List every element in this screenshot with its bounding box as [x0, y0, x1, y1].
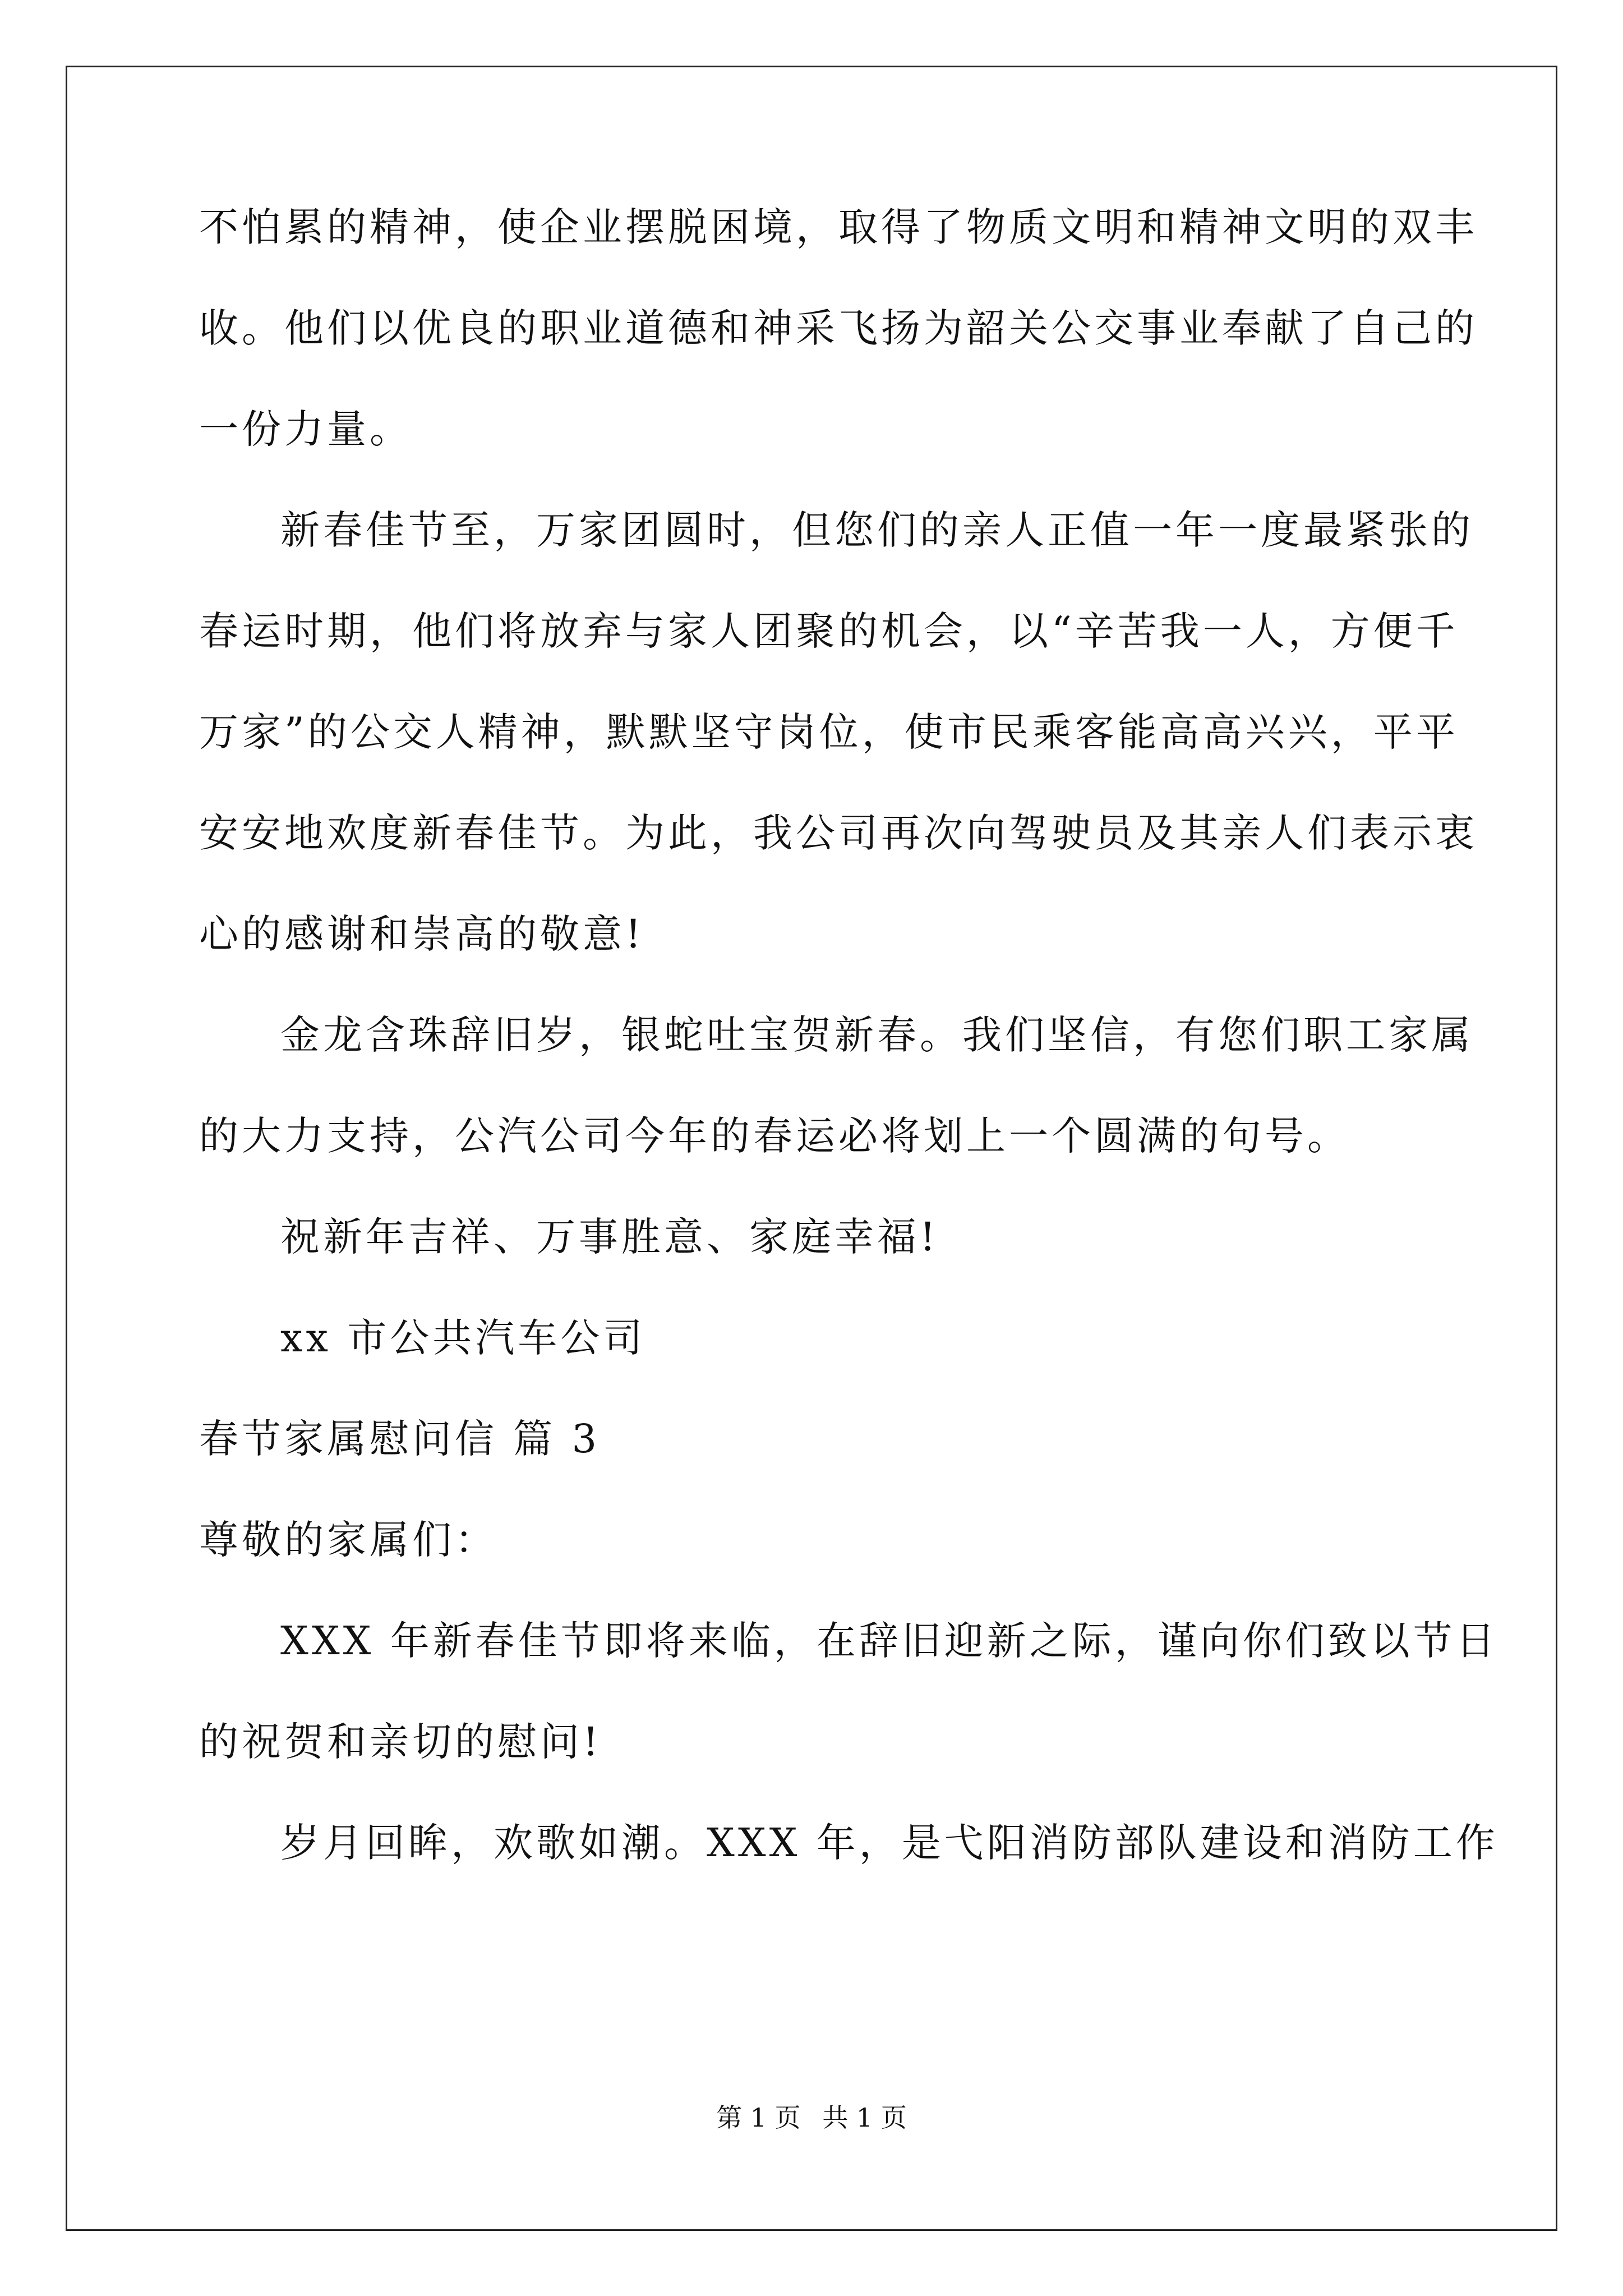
text-line: 不怕累的精神，使企业摆脱困境，取得了物质文明和精神文明的双丰: [199, 204, 1478, 250]
text-line: 心的感谢和崇高的敬意!: [199, 911, 645, 957]
paragraph-start: 金龙含珠辞旧岁，银蛇吐宝贺新春。我们坚信，有您们职工家属: [280, 1012, 1474, 1058]
text-line: 春运时期，他们将放弃与家人团聚的机会，以“辛苦我一人，方便千: [199, 608, 1459, 654]
text-line: 万家”的公交人精神，默默坚守岗位，使市民乘客能高高兴兴，平平: [199, 709, 1459, 755]
salutation: 尊敬的家属们：: [199, 1517, 497, 1563]
text-line: 安安地欢度新春佳节。为此，我公司再次向驾驶员及其亲人们表示衷: [199, 810, 1478, 856]
text-line: 收。他们以优良的职业道德和神采飞扬为韶关公交事业奉献了自己的: [199, 305, 1478, 351]
document-body: [199, 202, 1498, 1918]
page-total: 共 1 页: [822, 2102, 907, 2133]
text-line: 的祝贺和亲切的慰问!: [199, 1719, 602, 1765]
paragraph-start: XXX 年新春佳节即将来临，在辞旧迎新之际，谨向你们致以节日: [280, 1618, 1498, 1664]
page-footer: [0, 2101, 1623, 2134]
greeting-line: 祝新年吉祥、万事胜意、家庭幸福!: [280, 1214, 939, 1260]
page-number: 第 1 页: [716, 2102, 801, 2133]
paragraph-start: 新春佳节至，万家团圆时，但您们的亲人正值一年一度最紧张的: [280, 507, 1474, 553]
paragraph-start: 岁月回眸，欢歌如潮。XXX 年，是弋阳消防部队建设和消防工作: [280, 1820, 1498, 1866]
section-heading: 春节家属慰问信 篇 3: [199, 1416, 601, 1462]
text-line: 的大力支持，公汽公司今年的春运必将划上一个圆满的句号。: [199, 1113, 1350, 1159]
text-line: 一份力量。: [199, 406, 412, 452]
signature-line: xx 市公共汽车公司: [280, 1315, 646, 1361]
